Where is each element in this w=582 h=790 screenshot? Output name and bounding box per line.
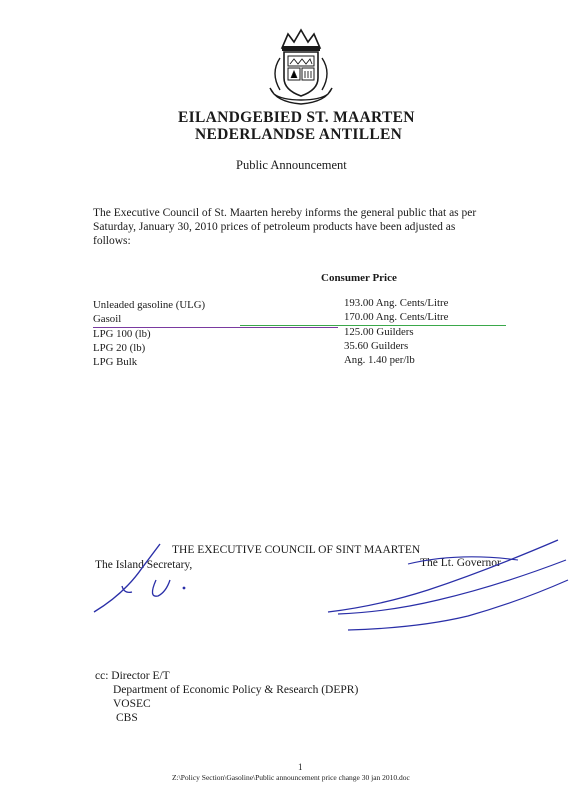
- intro-line-3: follows:: [93, 235, 131, 247]
- product-price-lpg20: 35.60 Guilders: [344, 340, 409, 352]
- cc-recipient: Department of Economic Policy & Research (DEPR): [113, 684, 359, 696]
- product-name-ulg: Unleaded gasoline (ULG): [93, 299, 206, 311]
- product-price-lpg-bulk: Ang. 1.40 per/lb: [344, 354, 415, 366]
- product-name-lpg20: LPG 20 (lb): [93, 342, 146, 354]
- page-number: 1: [298, 762, 303, 772]
- lt-governor-label: The Lt. Governor: [420, 557, 501, 569]
- product-price-lpg100: 125.00 Guilders: [344, 326, 414, 338]
- intro-line-2: Saturday, January 30, 2010 prices of petroleum products have been adjusted as: [93, 221, 456, 233]
- cc-recipient: VOSEC: [113, 698, 151, 710]
- cc-recipient: CBS: [116, 712, 138, 724]
- announcement-title: Public Announcement: [236, 158, 347, 172]
- product-price-ulg: 193.00 Ang. Cents/Litre: [344, 297, 449, 309]
- lt-governor-signature: [318, 530, 582, 640]
- product-price-gasoil: 170.00 Ang. Cents/Litre: [344, 311, 449, 323]
- product-name-lpg100: LPG 100 (lb): [93, 328, 151, 340]
- file-path-footer: Z:\Policy Section\Gasoline\Public announcement price change 30 jan 2010.doc: [172, 773, 410, 782]
- coat-of-arms-logo: [260, 28, 342, 108]
- product-name-lpg-bulk: LPG Bulk: [93, 356, 138, 368]
- intro-line-1: The Executive Council of St. Maarten hereby informs the general public that as per: [93, 207, 477, 219]
- header-line-1: EILANDGEBIED ST. MAARTEN: [178, 109, 415, 126]
- product-name-gasoil: Gasoil: [93, 313, 122, 325]
- island-secretary-label: The Island Secretary,: [95, 559, 193, 571]
- council-signature-heading: THE EXECUTIVE COUNCIL OF SINT MAARTEN: [172, 544, 421, 556]
- cc-label: cc: Director E/T: [95, 670, 170, 682]
- header-line-2: NEDERLANDSE ANTILLEN: [195, 126, 403, 143]
- island-secretary-signature: [88, 540, 268, 620]
- price-column-header: Consumer Price: [321, 272, 397, 284]
